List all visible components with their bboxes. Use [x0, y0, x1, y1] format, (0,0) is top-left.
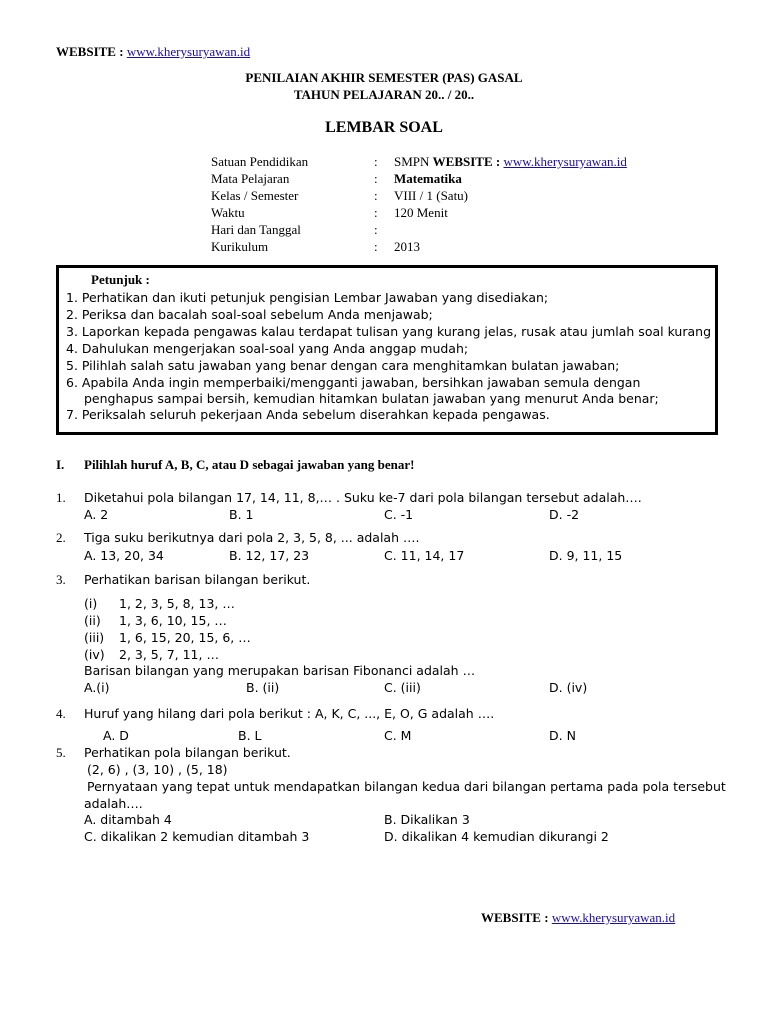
option-d: D. dikalikan 4 kemudian dikurangi 2	[384, 829, 609, 844]
sequence-key: (ii)	[84, 613, 101, 628]
question-text: Perhatikan barisan bilangan berikut.	[84, 572, 311, 587]
info-label: Mata Pelajaran	[211, 171, 290, 186]
section-instruction: Pilihlah huruf A, B, C, atau D sebagai jawaban yang benar!	[84, 457, 415, 472]
info-value: SMPN	[394, 154, 430, 169]
footer-website	[481, 910, 675, 926]
footer-website-label: WEBSITE :	[481, 910, 549, 925]
sequence-key: (i)	[84, 596, 98, 611]
instruction-item: 3. Laporkan kepada pengawas kalau terdapat tulisan yang kurang jelas, rusak atau jumlah soal kurang	[66, 324, 712, 339]
info-value: Matematika	[394, 171, 462, 186]
question-text: Diketahui pola bilangan 17, 14, 11, 8,… . Suku ke-7 dari pola bilangan tersebut adalah….	[84, 490, 642, 505]
info-website-label: WEBSITE :	[432, 154, 501, 169]
option-d: D. (iv)	[549, 680, 588, 695]
section-number: I.	[56, 457, 65, 472]
instruction-item: 5. Pilihlah salah satu jawaban yang benar dengan cara menghitamkan bulatan jawaban;	[66, 358, 620, 373]
instruction-item: 4. Dahulukan mengerjakan soal-soal yang Anda anggap mudah;	[66, 341, 469, 356]
info-label: Waktu	[211, 205, 245, 220]
info-value-school	[394, 154, 627, 170]
instructions-title: Petunjuk :	[91, 272, 150, 287]
question-prompt: Barisan bilangan yang merupakan barisan Fibonanci adalah …	[84, 663, 476, 678]
option-b: B. 1	[229, 507, 254, 522]
sequence-value: 1, 2, 3, 5, 8, 13, …	[119, 596, 235, 611]
option-c: C. -1	[384, 507, 414, 522]
sequence-value: 1, 3, 6, 10, 15, …	[119, 613, 227, 628]
header-website	[56, 44, 250, 60]
option-c: C. M	[384, 728, 412, 743]
info-colon: :	[374, 205, 378, 220]
number-pairs: (2, 6) , (3, 10) , (5, 18)	[87, 762, 228, 777]
option-a: A. D	[103, 728, 129, 743]
info-colon: :	[374, 239, 378, 254]
option-c: C. 11, 14, 17	[384, 548, 465, 563]
info-website-link[interactable]: www.kherysuryawan.id	[503, 154, 627, 169]
question-text: Tiga suku berikutnya dari pola 2, 3, 5, 8, ... adalah ….	[84, 530, 420, 545]
option-d: D. 9, 11, 15	[549, 548, 623, 563]
info-value: 120 Menit	[394, 205, 448, 220]
sequence-key: (iv)	[84, 647, 105, 662]
question-text: Huruf yang hilang dari pola berikut : A, K, C, ..., E, O, G adalah ….	[84, 706, 495, 721]
option-a: A. 2	[84, 507, 109, 522]
page-title: LEMBAR SOAL	[325, 119, 443, 136]
info-colon: :	[374, 188, 378, 203]
option-b: B. L	[238, 728, 262, 743]
question-number: 1.	[56, 490, 66, 505]
option-a: A. ditambah 4	[84, 812, 172, 827]
info-label: Kelas / Semester	[211, 188, 299, 203]
option-a: A.(i)	[84, 680, 110, 695]
instruction-item: 1. Perhatikan dan ikuti petunjuk pengisian Lembar Jawaban yang disediakan;	[66, 290, 549, 305]
option-a: A. 13, 20, 34	[84, 548, 164, 563]
question-statement: Pernyataan yang tepat untuk mendapatkan bilangan kedua dari bilangan pertama pada pola tersebut	[87, 779, 726, 794]
option-d: D. -2	[549, 507, 580, 522]
instruction-item-continued: penghapus sampai bersih, kemudian hitamkan bulatan jawaban yang menurut Anda benar;	[84, 391, 659, 406]
option-b: B. 12, 17, 23	[229, 548, 310, 563]
question-number: 3.	[56, 572, 66, 587]
info-colon: :	[374, 222, 378, 237]
header-website-link[interactable]: www.kherysuryawan.id	[126, 44, 251, 59]
question-number: 2.	[56, 530, 66, 545]
option-b: B. Dikalikan 3	[384, 812, 470, 827]
info-value: VIII / 1 (Satu)	[394, 188, 469, 203]
instruction-item: 2. Periksa dan bacalah soal-soal sebelum Anda menjawab;	[66, 307, 433, 322]
info-label: Hari dan Tanggal	[211, 222, 301, 237]
option-c: C. dikalikan 2 kemudian ditambah 3	[84, 829, 310, 844]
exam-title-line2: TAHUN PELAJARAN 20.. / 20..	[293, 87, 475, 102]
sequence-value: 2, 3, 5, 7, 11, …	[119, 647, 219, 662]
header-website-label: WEBSITE :	[56, 44, 124, 59]
info-colon: :	[374, 154, 378, 169]
question-number: 5.	[56, 745, 66, 760]
question-number: 4.	[56, 706, 66, 721]
option-b: B. (ii)	[246, 680, 280, 695]
info-colon: :	[374, 171, 378, 186]
instruction-item: 7. Periksalah seluruh pekerjaan Anda sebelum diserahkan kepada pengawas.	[66, 407, 550, 422]
option-d: D. N	[549, 728, 576, 743]
instruction-item: 6. Apabila Anda ingin memperbaiki/mengganti jawaban, bersihkan jawaban semula dengan	[66, 375, 641, 390]
question-statement-continued: adalah….	[84, 796, 143, 811]
exam-title-line1: PENILAIAN AKHIR SEMESTER (PAS) GASAL	[245, 70, 523, 85]
info-label: Kurikulum	[211, 239, 269, 254]
sequence-key: (iii)	[84, 630, 105, 645]
footer-website-link[interactable]: www.kherysuryawan.id	[551, 910, 676, 925]
info-value: 2013	[394, 239, 420, 254]
sequence-value: 1, 6, 15, 20, 15, 6, …	[119, 630, 251, 645]
info-label: Satuan Pendidikan	[211, 154, 309, 169]
option-c: C. (iii)	[384, 680, 421, 695]
question-text: Perhatikan pola bilangan berikut.	[84, 745, 291, 760]
